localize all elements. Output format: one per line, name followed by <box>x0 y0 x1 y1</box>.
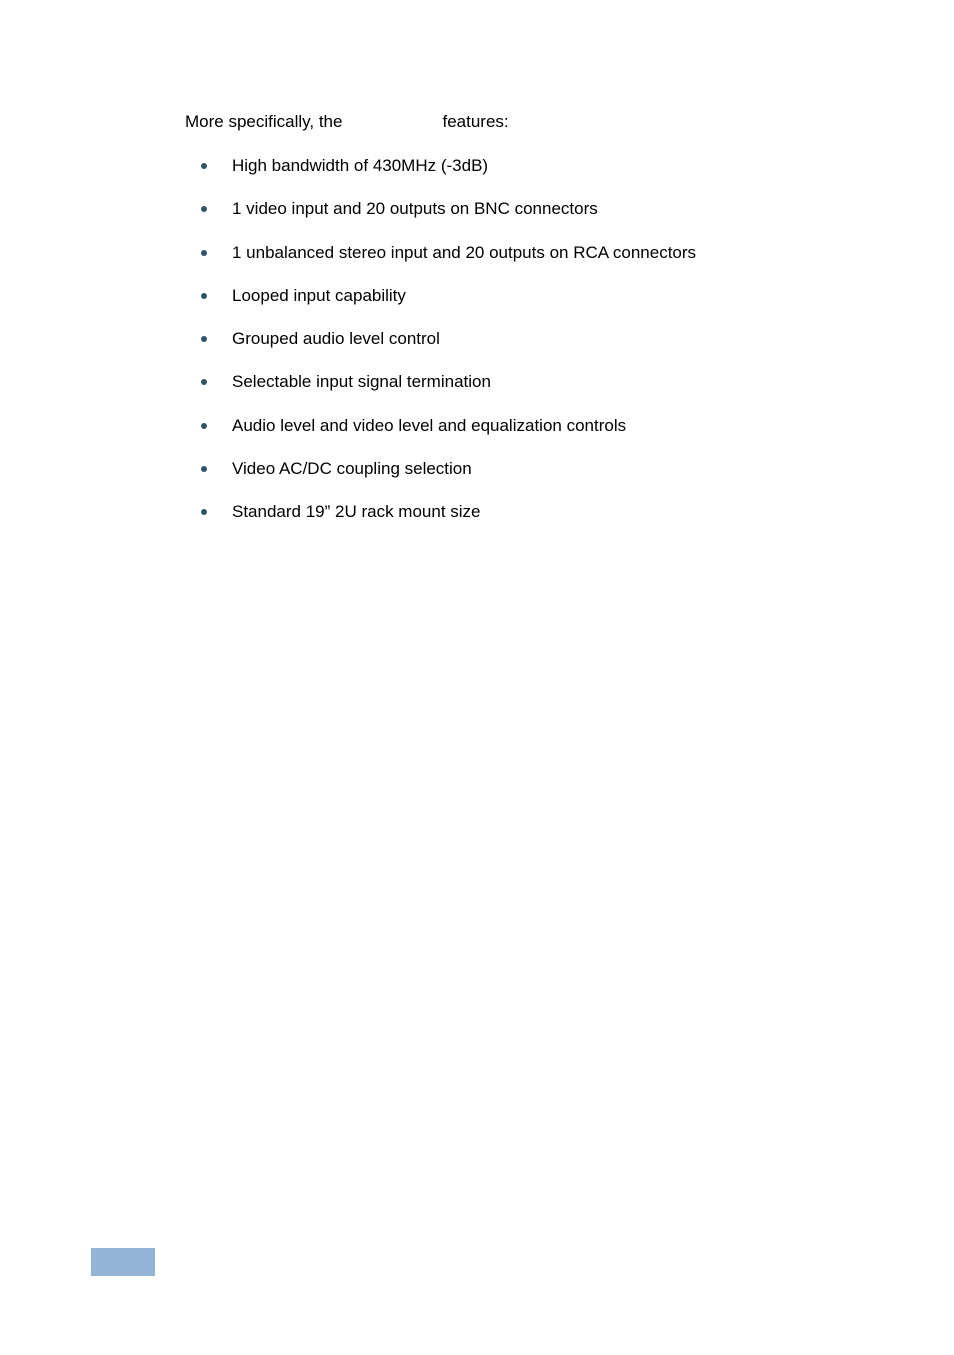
feature-text: Grouped audio level control <box>232 329 440 348</box>
list-item <box>0 458 800 480</box>
intro-suffix: features: <box>442 112 509 131</box>
feature-text: 1 video input and 20 outputs on BNC connectors <box>232 199 598 218</box>
list-item <box>0 155 800 177</box>
bullet-icon <box>201 293 207 299</box>
list-item <box>0 415 800 437</box>
feature-text: Standard 19” 2U rack mount size <box>232 502 481 521</box>
feature-text: Looped input capability <box>232 286 406 305</box>
list-item <box>0 501 800 523</box>
bullet-icon <box>201 423 207 429</box>
bullet-icon <box>201 206 207 212</box>
bullet-icon <box>201 250 207 256</box>
feature-text: High bandwidth of 430MHz (-3dB) <box>232 156 489 175</box>
feature-text: Video AC/DC coupling selection <box>232 459 472 478</box>
list-item <box>0 285 800 307</box>
feature-text: Selectable input signal termination <box>232 372 491 391</box>
feature-text: Audio level and video level and equalization controls <box>232 416 627 435</box>
feature-text: 1 unbalanced stereo input and 20 outputs on RCA connectors <box>232 243 697 262</box>
list-item <box>0 328 800 350</box>
bullet-icon <box>201 379 207 385</box>
intro-sentence <box>185 111 509 133</box>
intro-prefix: More specifically, the <box>185 112 343 131</box>
bullet-icon <box>201 163 207 169</box>
bullet-icon <box>201 466 207 472</box>
list-item <box>0 198 800 220</box>
page-number-tab <box>91 1248 155 1276</box>
bullet-icon <box>201 336 207 342</box>
list-item <box>0 371 800 393</box>
list-item <box>0 242 800 264</box>
bullet-icon <box>201 509 207 515</box>
